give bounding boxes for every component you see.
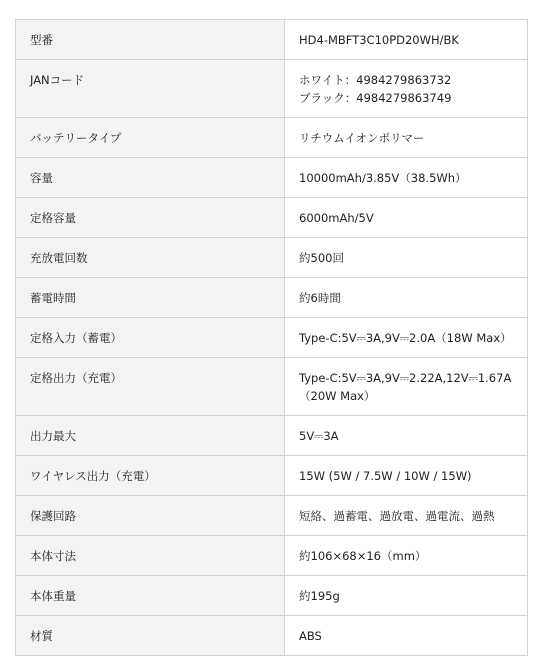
table-row <box>16 60 528 118</box>
row-label-jan: JANコード <box>16 60 285 118</box>
row-label-dimensions: 本体寸法 <box>16 536 285 576</box>
row-value-wireless-output: 15W (5W / 7.5W / 10W / 15W) <box>285 456 528 496</box>
row-value-protection: 短絡、過蓄電、過放電、過電流、過熱 <box>285 496 528 536</box>
row-value-material: ABS <box>285 616 528 656</box>
row-value-rated-output: Type-C:5V⎓3A,9V⎓2.22A,12V⎓1.67A（20W Max） <box>285 358 528 416</box>
table-row <box>16 576 528 616</box>
row-label-cycles: 充放電回数 <box>16 238 285 278</box>
table-row <box>16 278 528 318</box>
spec-table <box>15 19 528 656</box>
row-label-wireless-output: ワイヤレス出力（充電） <box>16 456 285 496</box>
table-row <box>16 238 528 278</box>
row-value-weight: 約195g <box>285 576 528 616</box>
row-label-protection: 保護回路 <box>16 496 285 536</box>
table-row <box>16 456 528 496</box>
row-label-charge-time: 蓄電時間 <box>16 278 285 318</box>
row-value-battery-type: リチウムイオンポリマー <box>285 118 528 158</box>
jan-white: ホワイト：4984279863732 <box>299 73 452 87</box>
row-value-model: HD4-MBFT3C10PD20WH/BK <box>285 20 528 60</box>
table-row <box>16 198 528 238</box>
row-value-max-output: 5V⎓3A <box>285 416 528 456</box>
row-label-weight: 本体重量 <box>16 576 285 616</box>
table-row <box>16 20 528 60</box>
table-row <box>16 536 528 576</box>
row-label-rated-capacity: 定格容量 <box>16 198 285 238</box>
row-label-model: 型番 <box>16 20 285 60</box>
table-row <box>16 158 528 198</box>
table-row <box>16 118 528 158</box>
table-row <box>16 318 528 358</box>
row-label-battery-type: バッテリータイプ <box>16 118 285 158</box>
row-label-max-output: 出力最大 <box>16 416 285 456</box>
table-row <box>16 416 528 456</box>
jan-black: ブラック：4984279863749 <box>299 91 452 105</box>
row-value-charge-time: 約6時間 <box>285 278 528 318</box>
row-value-rated-input: Type-C:5V⎓3A,9V⎓2.0A（18W Max） <box>285 318 528 358</box>
row-value-rated-capacity: 6000mAh/5V <box>285 198 528 238</box>
row-value-dimensions: 約106×68×16（mm） <box>285 536 528 576</box>
row-label-material: 材質 <box>16 616 285 656</box>
row-value-cycles: 約500回 <box>285 238 528 278</box>
table-row <box>16 496 528 536</box>
table-row <box>16 358 528 416</box>
row-label-rated-output: 定格出力（充電） <box>16 358 285 416</box>
table-row <box>16 616 528 656</box>
row-label-capacity: 容量 <box>16 158 285 198</box>
row-value-capacity: 10000mAh/3.85V（38.5Wh） <box>285 158 528 198</box>
row-value-jan <box>285 60 528 118</box>
row-label-rated-input: 定格入力（蓄電） <box>16 318 285 358</box>
